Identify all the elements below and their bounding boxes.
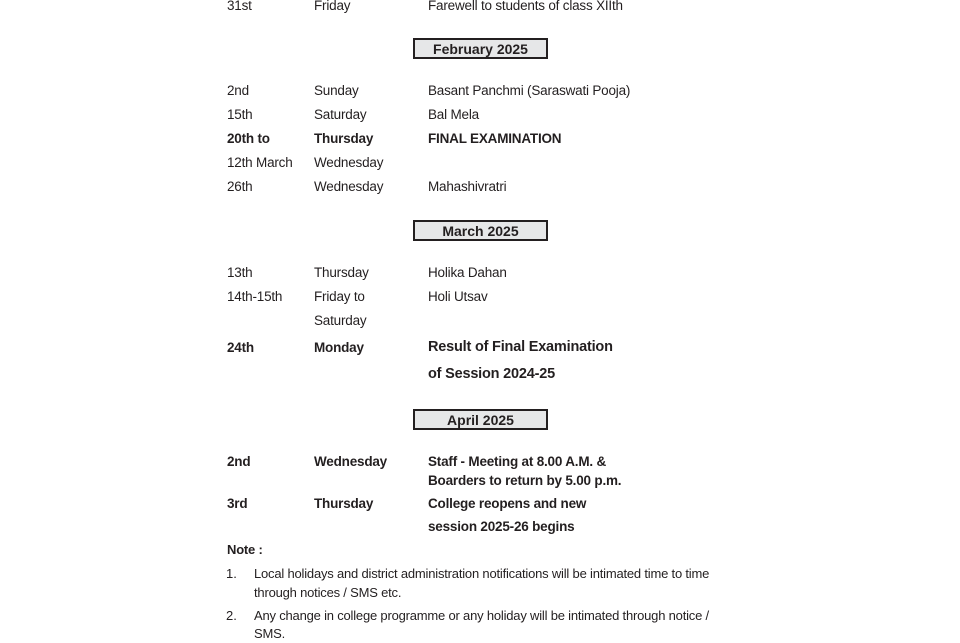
row-event: College reopens and new — [428, 496, 587, 511]
month-heading-march: March 2025 — [413, 220, 548, 241]
row-event-continued: Boarders to return by 5.00 p.m. — [428, 473, 622, 488]
row-event-continued: of Session 2024-25 — [428, 366, 555, 382]
row-day: Wednesday — [314, 454, 387, 469]
row-event: Holi Utsav — [428, 289, 488, 304]
row-day: Thursday — [314, 496, 374, 511]
row-date: 31st — [227, 0, 252, 13]
row-day: Wednesday — [314, 179, 384, 194]
row-day: Monday — [314, 340, 364, 355]
note-text-line: Any change in college programme or any holiday will be intimated through notice / — [254, 608, 709, 623]
row-date: 2nd — [227, 454, 251, 469]
row-event: Staff - Meeting at 8.00 A.M. & — [428, 454, 607, 469]
row-day: Sunday — [314, 83, 359, 98]
row-event: Farewell to students of class XIIth — [428, 0, 623, 13]
row-date: 26th — [227, 179, 253, 194]
row-event: Result of Final Examination — [428, 339, 613, 355]
row-date: 24th — [227, 340, 254, 355]
row-day: Saturday — [314, 313, 367, 328]
row-event: FINAL EXAMINATION — [428, 131, 562, 146]
row-event: Bal Mela — [428, 107, 479, 122]
row-event: Basant Panchmi (Saraswati Pooja) — [428, 83, 631, 98]
month-heading-april: April 2025 — [413, 409, 548, 430]
row-day: Thursday — [314, 265, 369, 280]
row-event: Holika Dahan — [428, 265, 507, 280]
row-event-continued: session 2025-26 begins — [428, 519, 575, 534]
note-number: 1. — [226, 566, 237, 581]
row-date: 20th to — [227, 131, 270, 146]
month-heading-february: February 2025 — [413, 38, 548, 59]
row-date: 15th — [227, 107, 253, 122]
row-day: Friday — [314, 0, 351, 13]
note-number: 2. — [226, 608, 237, 623]
row-date: 12th March — [227, 155, 293, 170]
note-title: Note : — [227, 542, 263, 557]
row-day: Wednesday — [314, 155, 384, 170]
row-day: Friday to — [314, 289, 365, 304]
row-event: Mahashivratri — [428, 179, 507, 194]
note-text-line: SMS. — [254, 626, 285, 641]
row-day: Saturday — [314, 107, 367, 122]
row-day: Thursday — [314, 131, 374, 146]
row-date: 2nd — [227, 83, 249, 98]
row-date: 13th — [227, 265, 253, 280]
row-date: 3rd — [227, 496, 248, 511]
row-date: 14th-15th — [227, 289, 283, 304]
note-text-line: Local holidays and district administration notifications will be intimated time to time — [254, 566, 710, 581]
note-text-line: through notices / SMS etc. — [254, 585, 402, 600]
